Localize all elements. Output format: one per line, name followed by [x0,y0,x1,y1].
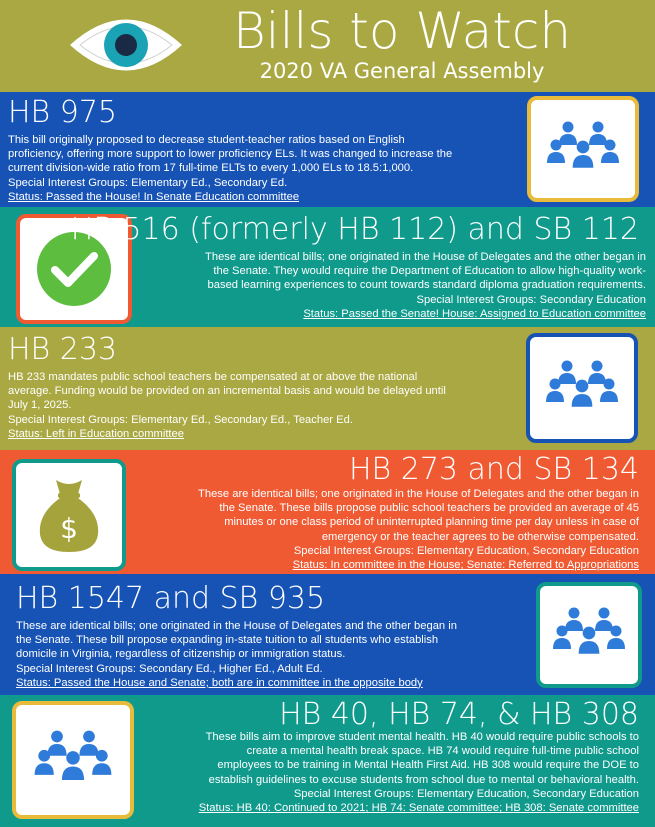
bill-text-line: current division-wide ratio from 17 full-time ELTs to every 1,000 ELs to 18.5:1,000. [8,162,414,175]
bill-text-line: These are identical bills; one originated in the House of Delegates and the other began in [205,251,646,263]
bill-text-line: the Senate. These bills propose public school teachers be provided an average of 45 [219,502,639,515]
bill-heading: HB 40, HB 74, & HB 308 [279,697,639,732]
bill-text-line: based learning experiences to count towards standard diploma graduation requirements. [207,279,646,292]
bill-special-interest: Special Interest Groups: Secondary Education [416,293,646,306]
bill-text-line: domicile in Virginia, regardless of citizenship or immigration status. [16,648,346,661]
bill-text-line: These bills aim to improve student mental health. HB 40 would require public schools to [205,731,639,743]
people-group-icon [546,119,620,179]
bill-text-line: create a mental health break space. HB 74 would require full-time public school [246,745,639,758]
bill-text-line: the Senate. These bill propose expanding in-state tuition to all students who establish [16,634,439,647]
bill-status-link[interactable]: Status: Passed the House! In Senate Education committee [8,190,300,203]
bill-icon-frame [536,582,642,688]
bill-icon-frame [12,459,126,571]
bill-text-line: proficiency, offering more support to lower proficiency ELs. It was changed to increase the [8,148,453,161]
bill-heading: HB 516 (formerly HB 112) and SB 112 [70,212,639,247]
people-group-icon [545,358,619,418]
bill-special-interest: Special Interest Groups: Elementary Ed., Secondary Ed. [8,176,288,189]
bill-heading: HB 975 [8,95,117,130]
bill-card-hb1547 [0,574,655,695]
bill-heading: HB 233 [8,332,117,367]
bill-heading: HB 1547 and SB 935 [16,581,326,616]
bill-description [134,730,639,815]
bill-description [136,250,646,321]
bill-description [8,133,528,204]
page-subtitle: 2020 VA General Assembly [259,59,545,83]
bill-card-hb273 [0,450,655,574]
bill-icon-frame [527,96,639,202]
bill-card-hb975 [0,92,655,207]
bill-text-line: average. Funding would be provided on an incremental basis and would be delayed until [8,385,446,398]
bill-card-hb233 [0,327,655,450]
svg-text:$: $ [60,512,78,545]
bill-icon-frame [12,701,134,819]
money-bag-icon [34,476,104,554]
bill-special-interest: Special Interest Groups: Secondary Ed., Higher Ed., Adult Ed. [16,662,323,675]
bill-status-link[interactable]: Status: Passed the House and Senate; both are in committee in the opposite body [16,676,423,689]
page-title: Bills to Watch [232,2,572,60]
bill-text-line: HB 233 mandates public school teachers be compensated at or above the national [8,371,418,383]
bill-text-line: minutes or one class period of uninterrupted planning time per day unless in case of [224,516,639,529]
bill-text-line: employees to be training in Mental Health First Aid. HB 308 would require the DOE to [217,759,639,772]
bill-card-hb40 [0,695,655,827]
bill-icon-frame [526,333,638,443]
bill-description [16,619,531,690]
bill-text-line: July 1, 2025. [8,399,72,412]
bill-status-link[interactable]: Status: In committee in the House; Senate: Referred to Appropriations [292,559,639,572]
people-group-icon [33,728,113,792]
bill-card-hb516 [0,207,655,327]
bill-text-line: establish guidelines to excuse students from school due to mental or behavioral health. [208,773,639,786]
bill-description [134,487,639,572]
bill-description [8,370,518,441]
bill-text-line: These are identical bills; one originated in the House of Delegates and the other began in [16,620,457,632]
bill-text-line: emergency or the teacher agrees to be otherwise compensated. [321,530,639,543]
people-group-icon [552,605,626,665]
bill-special-interest: Special Interest Groups: Elementary Education, Secondary Education [293,787,639,800]
bill-text-line: the Senate. They would require the Department of Education to allow high-quality work- [213,265,646,278]
bill-special-interest: Special Interest Groups: Elementary Ed., Secondary Ed., Teacher Ed. [8,413,353,426]
bill-status-link[interactable]: Status: Passed the Senate! House: Assigned to Education committee [303,307,646,320]
bill-status-link[interactable]: Status: Left in Education committee [8,427,184,440]
bill-text-line: These are identical bills; one originated in the House of Delegates and the other began in [198,488,639,500]
bill-special-interest: Special Interest Groups: Elementary Education, Secondary Education [293,544,639,557]
bill-heading: HB 273 and SB 134 [349,452,639,487]
eye-icon [66,6,186,84]
title-banner [0,0,655,92]
bill-text-line: This bill originally proposed to decrease student-teacher ratios based on English [8,134,405,146]
bill-status-link[interactable]: Status: HB 40: Continued to 2021; HB 74: Senate committee; HB 308: Senate committee [198,802,639,815]
